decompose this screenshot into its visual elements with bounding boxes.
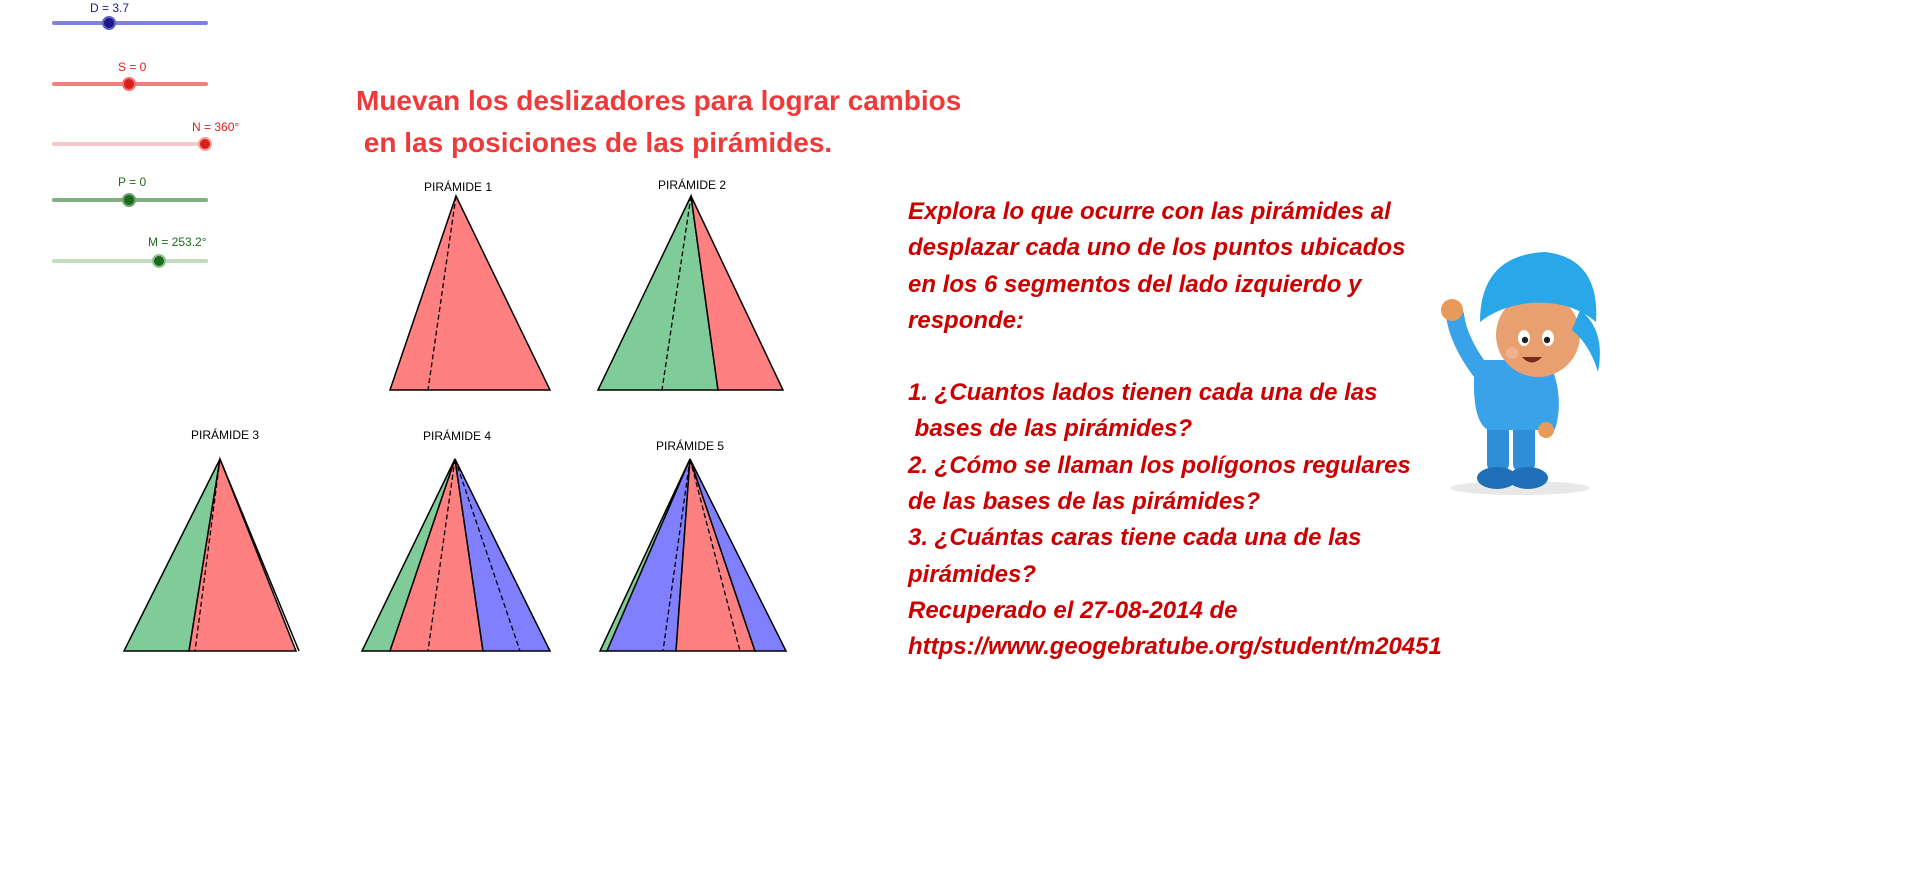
pyramid-4-label: PIRÁMIDE 4 (422, 429, 492, 443)
question-3-line-1: 3. ¿Cuántas caras tiene cada una de las (908, 524, 1362, 552)
instruction-line-4: responde: (908, 306, 1025, 334)
slider-s-label: S = 0 (118, 60, 147, 74)
question-3-line-2: pirámides? (908, 560, 1037, 588)
pyramid-1 (390, 196, 550, 390)
question-2-line-1: 2. ¿Cómo se llaman los polígonos regulares (908, 451, 1411, 479)
instruction-line-5 (908, 339, 1442, 375)
instruction-line-3: en los 6 segmentos del lado izquierdo y (908, 270, 1362, 298)
pyramid-2 (598, 196, 783, 390)
slider-d-label: D = 3.7 (90, 1, 130, 15)
pyramid-5 (600, 459, 786, 651)
question-2-line-2: de las bases de las pirámides? (908, 488, 1261, 516)
source-url: https://www.geogebratube.org/student/m20451 (908, 633, 1442, 661)
pyramid-2-label: PIRÁMIDE 2 (657, 178, 727, 192)
pyramid-3-label: PIRÁMIDE 3 (190, 428, 260, 442)
pyramid-3 (124, 459, 299, 651)
cartoon-character-image (1441, 252, 1600, 495)
title-line-1: Muevan los deslizadores para lograr cambios (356, 85, 962, 116)
instruction-line-2: desplazar cada uno de los puntos ubicados (908, 234, 1406, 262)
slider-p-label: P = 0 (118, 175, 147, 189)
slider-m-label: M = 253.2° (148, 235, 207, 249)
pyramid-5-label: PIRÁMIDE 5 (655, 439, 725, 453)
pyramid-1-label: PIRÁMIDE 1 (423, 180, 493, 194)
question-1-line-1: 1. ¿Cuantos lados tienen cada una de las (908, 379, 1378, 407)
instruction-line-1: Explora lo que ocurre con las pirámides al (908, 198, 1391, 225)
title-line-2: en las posiciones de las pirámides. (356, 127, 833, 158)
instructions-text (908, 194, 1442, 666)
slider-n-label: N = 360° (192, 120, 240, 134)
pyramid-4 (362, 459, 550, 651)
source-line-1: Recuperado el 27-08-2014 de (908, 596, 1238, 624)
question-1-line-2: bases de las pirámides? (908, 415, 1193, 443)
